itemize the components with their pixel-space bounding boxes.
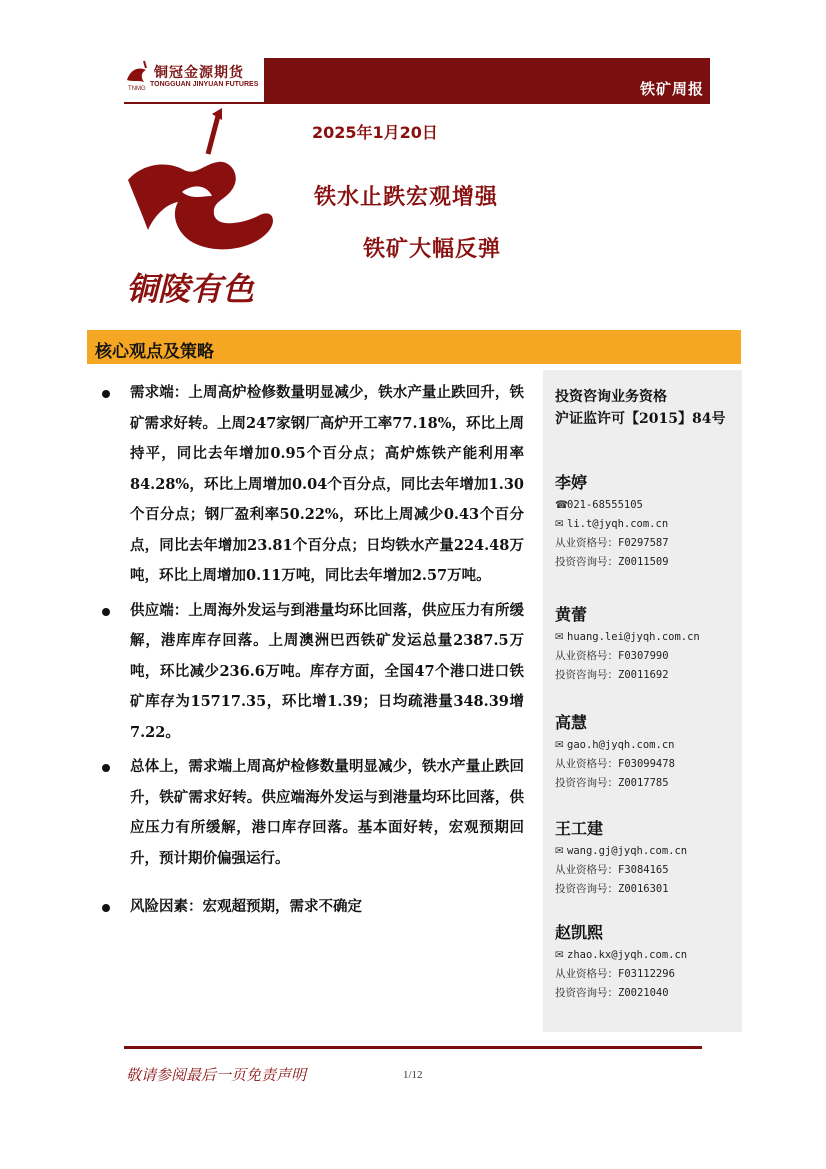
company-logo	[124, 56, 264, 98]
analyst-advisory: 投资咨询号：Z0011692	[555, 669, 669, 681]
analyst-name: 赵凯熙	[555, 923, 604, 942]
analyst-advisory: 投资咨询号：Z0021040	[555, 987, 669, 999]
analyst-card	[555, 816, 739, 899]
point-text: 需求端：上周高炉检修数量明显减少，铁水产量止跌回升，铁矿需求好转。上周247家钢厂高炉开工率77.18%，环比上周持平，同比去年增加0.95个百分点；高炉炼铁产能利用率84.28%，环比上周增加0.04个百分点，同比去年增加1.30个百分点；钢厂盈利率50.22%，环比上周减少0.43个百分点，同比去年增加23.81个百分点；日均铁水产量224.48万吨，环比上周增加0.11万吨，同比去年增加2.57万吨。	[130, 384, 524, 584]
bullet-icon	[102, 390, 110, 398]
bullet-icon	[102, 764, 110, 772]
analyst-advisory: 投资咨询号：Z0011509	[555, 556, 669, 568]
point-demand	[98, 378, 524, 592]
footer-divider	[124, 1046, 702, 1049]
analyst-email[interactable]: ✉ wang.gj@jyqh.com.cn	[555, 842, 739, 861]
headline-primary: 铁水止跌宏观增强	[314, 185, 499, 210]
phone-icon: ☎	[555, 499, 569, 511]
analyst-cert: 从业资格号：F03112296	[555, 968, 675, 980]
analyst-email[interactable]: ✉ gao.h@jyqh.com.cn	[555, 736, 739, 755]
analyst-cert: 从业资格号：F0307990	[555, 650, 669, 662]
section-title: 核心观点及策略	[95, 342, 214, 362]
key-points	[98, 378, 524, 927]
point-text: 供应端：上周海外发运与到港量均环比回落，供应压力有所缓解，港库库存回落。上周澳洲巴西铁矿发运总量2387.5万吨，环比减少236.6万吨。库存方面，全国47个港口进口铁矿库存为15717.35，环比增1.39；日均疏港量348.39增7.22。	[130, 601, 524, 741]
analyst-name: 黄蕾	[555, 605, 588, 624]
analyst-card	[555, 920, 739, 1003]
envelope-icon: ✉	[555, 949, 564, 961]
analyst-email[interactable]: ✉ huang.lei@jyqh.com.cn	[555, 628, 739, 647]
section-header	[87, 330, 741, 364]
envelope-icon: ✉	[555, 739, 564, 751]
analyst-advisory: 投资咨询号：Z0017785	[555, 777, 669, 789]
company-name-cn: 铜冠金源期货	[154, 65, 244, 81]
svg-text:铜陵有色: 铜陵有色	[126, 270, 255, 308]
disclaimer-link[interactable]: 敬请参阅最后一页免责声明	[126, 1066, 307, 1084]
envelope-icon: ✉	[555, 518, 564, 530]
point-text: 总体上，需求端上周高炉检修数量明显减少，铁水产量止跌回升，铁矿需求好转。供应端海外发运与到港量均环比回落，供应压力有所缓解，港口库存回落。基本面好转，宏观预期回升，预计期价偏强运行。	[130, 758, 524, 867]
analyst-email[interactable]: ✉ li.t@jyqh.com.cn	[555, 515, 739, 534]
report-type: 铁矿周报	[639, 80, 704, 98]
point-supply	[98, 596, 524, 749]
analyst-phone: ☎021-68555105	[555, 496, 739, 515]
report-date: 2025年1月20日	[312, 123, 438, 142]
analyst-name: 王工建	[555, 819, 604, 838]
bullet-icon	[102, 608, 110, 616]
header-banner	[264, 58, 710, 102]
headline-secondary: 铁矿大幅反弹	[363, 237, 502, 262]
license-number: 沪证监许可【2015】84号	[555, 411, 726, 427]
point-text: 风险因素：宏观超预期，需求不确定	[130, 898, 362, 915]
analyst-sidebar	[543, 370, 742, 1032]
analyst-card	[555, 602, 739, 685]
analyst-email[interactable]: ✉ zhao.kx@jyqh.com.cn	[555, 946, 739, 965]
analyst-cert: 从业资格号：F0297587	[555, 537, 669, 549]
point-risk	[98, 892, 524, 923]
bullet-icon	[102, 904, 110, 912]
analyst-cert: 从业资格号：F3084165	[555, 864, 669, 876]
company-name-en: TONGGUAN JINYUAN FUTURES	[150, 81, 259, 88]
qualification-label: 投资咨询业务资格	[555, 389, 667, 405]
analyst-cert: 从业资格号：F03099478	[555, 758, 675, 770]
analyst-name: 李婷	[555, 473, 588, 492]
company-abbr: TNMG	[128, 86, 146, 92]
analyst-card	[555, 710, 739, 793]
envelope-icon: ✉	[555, 845, 564, 857]
brand-emblem	[122, 104, 282, 312]
analyst-card	[555, 470, 739, 572]
analyst-advisory: 投资咨询号：Z0016301	[555, 883, 669, 895]
point-summary	[98, 752, 524, 874]
analyst-name: 高慧	[555, 713, 588, 732]
envelope-icon: ✉	[555, 631, 564, 643]
brand-emblem-icon	[122, 104, 282, 312]
page-number: 1/12	[403, 1069, 423, 1081]
